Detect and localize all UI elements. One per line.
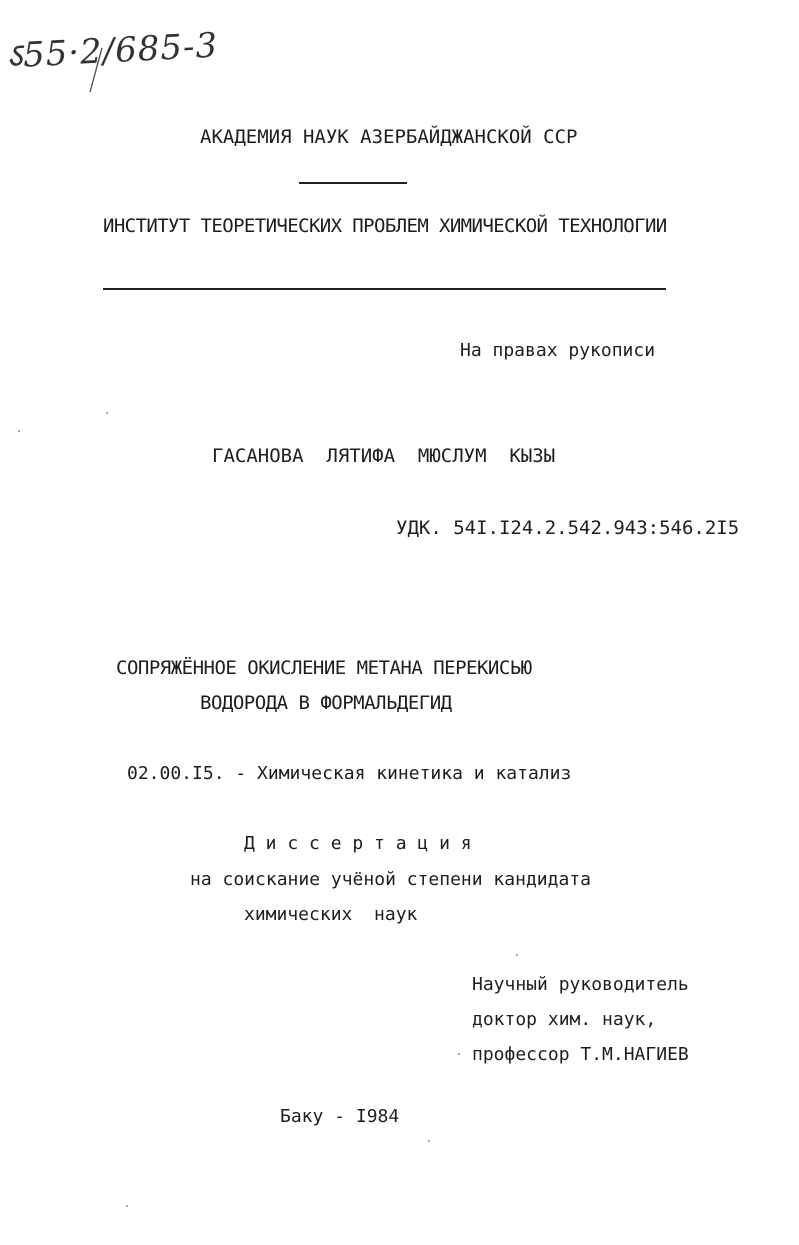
author-name: ГАСАНОВА ЛЯТИФА МЮСЛУМ КЫЗЫ xyxy=(212,445,556,467)
institute-name: ИНСТИТУТ ТЕОРЕТИЧЕСКИХ ПРОБЛЕМ ХИМИЧЕСКОЙ ТЕХНОЛОГИИ xyxy=(103,215,667,237)
degree-line-1: на соискание учёной степени кандидата xyxy=(190,869,591,890)
scan-speck xyxy=(18,430,20,432)
degree-line-2: химических наук xyxy=(244,904,418,925)
scan-speck xyxy=(458,1053,460,1055)
supervisor-name: профессор Т.М.НАГИЕВ xyxy=(472,1044,689,1065)
scan-speck xyxy=(516,954,518,956)
handwritten-archive-number: ऽ55·2/685-3 xyxy=(5,25,220,77)
scan-speck xyxy=(106,412,108,414)
dissertation-title-line-1: СОПРЯЖЁННОЕ ОКИСЛЕНИЕ МЕТАНА ПЕРЕКИСЬЮ xyxy=(116,657,532,679)
dissertation-title-line-2: ВОДОРОДА В ФОРМАЛЬДЕГИД xyxy=(200,692,452,714)
handwritten-slash-mark xyxy=(86,46,106,96)
place-and-year: Баку - I984 xyxy=(280,1106,400,1127)
header-short-rule xyxy=(299,182,407,184)
scan-speck xyxy=(428,1140,430,1142)
supervisor-title: Научный руководитель xyxy=(472,974,689,995)
dissertation-heading: Д и с с е р т а ц и я xyxy=(244,833,472,854)
header-long-rule xyxy=(103,288,666,290)
scan-speck xyxy=(126,1205,128,1207)
supervisor-degree: доктор хим. наук, xyxy=(472,1009,657,1030)
manuscript-rights-note: На правах рукописи xyxy=(460,340,656,361)
academy-name: АКАДЕМИЯ НАУК АЗЕРБАЙДЖАНСКОЙ ССР xyxy=(200,126,578,148)
udc-code: УДК. 54I.I24.2.542.943:546.2I5 xyxy=(396,517,740,539)
specialty-code: 02.00.I5. - Химическая кинетика и катализ xyxy=(127,763,572,784)
